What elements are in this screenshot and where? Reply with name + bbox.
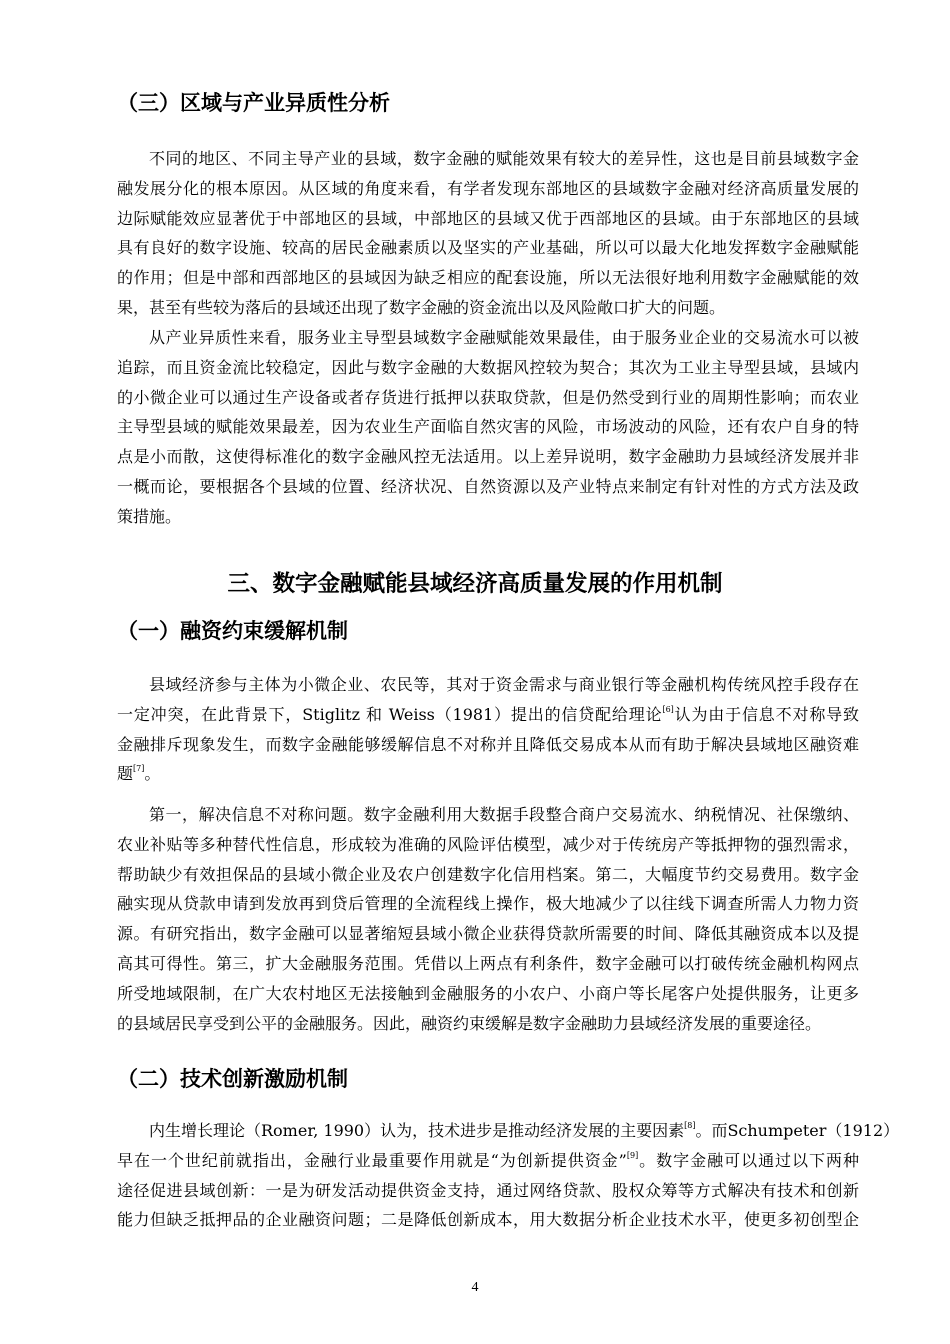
text-segment: 早在一个世纪前就指出，金融行业最重要作用就是“为创新提供资金” [117,1150,627,1170]
text-line: 途径促进县域创新：一是为研发活动提供资金支持，通过网络贷款、股权众筹等方式解决有技术和创新 [117,1180,859,1200]
citation-ref[interactable]: [9] [626,1150,639,1160]
citation-ref[interactable]: [7] [133,764,145,774]
text-line: 从产业异质性来看，服务业主导型县域数字金融赋能效果最佳，由于服务业企业的交易流水可以被 [149,328,859,347]
text-segment: 内生增长理论（Romer, 1990）认为，技术进步是推动经济发展的主要因素 [149,1121,685,1140]
text-line [117,759,859,789]
text-line: 能力但缺乏抵押品的企业融资问题；二是降低创新成本，用大数据分析企业技术水平，使更多初创型企 [117,1210,859,1230]
text-line: 主导型县域的赋能效果最差，因为农业生产面临自然灾害的风险，市场波动的风险，还有农户自身的特 [117,417,859,437]
text-line: 金融排斥现象发生，而数字金融能够缓解信息不对称并且降低交易成本从而有助于解决县域地区融资难 [117,734,859,754]
section-heading-regional-industrial-heterogeneity: （三）区域与产业异质性分析 [117,91,390,115]
text-line: 第一，解决信息不对称问题。数字金融利用大数据手段整合商户交易流水、纳税情况、社保缴纳、 [149,805,859,824]
section-heading-innovation-incentive: （二）技术创新激励机制 [117,1067,348,1091]
text-segment: 。而Schumpeter（1912） [695,1121,900,1140]
text-line: 融实现从贷款申请到发放再到贷后管理的全流程线上操作，极大地减少了以往线下调查所需人力物力资 [117,894,859,914]
text-line: 的作用；但是中部和西部地区的县域因为缺乏相应的配套设施，所以无法很好地利用数字金融赋能的效 [117,268,859,288]
text-segment: 题 [117,764,134,784]
text-line: 点是小而散，这使得标准化的数字金融风控无法适用。以上差异说明，数字金融助力县域经济发展并非 [117,447,859,467]
text-line: 源。有研究指出，数字金融可以显著缩短县域小微企业获得贷款所需要的时间、降低其融资成本以及提 [117,924,859,944]
text-line: 融发展分化的根本原因。从区域的角度来看，有学者发现东部地区的县域数字金融对经济高质量发展的 [117,178,859,198]
text-line: 追踪，而且资金流比较稳定，因此与数字金融的大数据风控较为契合；其次为工业主导型县域，县域内 [117,357,859,377]
text-line: 的小微企业可以通过生产设备或者存货进行抵押以获取贷款，但是仍然受到行业的周期性影响；而农业 [117,387,859,407]
chapter-heading-mechanisms: 三、数字金融赋能县域经济高质量发展的作用机制 [227,571,723,597]
paragraph-endogenous-growth [117,1116,900,1235]
section-heading-financing-constraint: （一）融资约束缓解机制 [117,619,348,643]
paragraph-financing-channels [117,800,859,1038]
text-line: 不同的地区、不同主导产业的县域，数字金融的赋能效果有较大的差异性，这也是目前县域数字金 [149,149,859,168]
text-line: 一概而论，要根据各个县域的位置、经济状况、自然资源以及产业特点来制定有针对性的方式方法及政 [117,476,859,496]
text-segment: 认为由于信息不对称导致 [673,704,859,724]
paragraph-industrial-heterogeneity [117,323,859,532]
paragraph-regional-differences [117,144,859,323]
text-line: 所受地域限制，在广大农村地区无法接触到金融服务的小农户、小商户等长尾客户处提供服务，让更多 [117,983,859,1003]
page-number: 4 [471,1280,479,1295]
text-segment: 一定冲突，在此背景下，Stiglitz 和 Weiss（1981）提出的信贷配给理论 [117,704,663,724]
text-line [117,1116,900,1146]
text-line: 县域经济参与主体为小微企业、农民等，其对于资金需求与商业银行等金融机构传统风控手段存在 [149,675,859,694]
text-line: 具有良好的数字设施、较高的居民金融素质以及坚实的产业基础，所以可以最大化地发挥数字金融赋能 [117,238,859,258]
text-line: 策措施。 [117,506,182,526]
text-line: 的县域居民享受到公平的金融服务。因此，融资约束缓解是数字金融助力县域经济发展的重要途径。 [117,1013,822,1033]
text-line: 果，甚至有些较为落后的县域还出现了数字金融的资金流出以及风险敞口扩大的问题。 [117,297,726,317]
text-line [117,1146,859,1176]
citation-ref[interactable]: [8] [684,1121,696,1130]
text-segment: 。数字金融可以通过以下两种 [638,1150,859,1170]
text-line: 边际赋能效应显著优于中部地区的县域，中部地区的县域又优于西部地区的县域。由于东部地区的县域 [117,208,859,228]
text-line [117,700,859,730]
text-line: 帮助缺少有效担保品的县域小微企业及农户创建数字化信用档案。第二，大幅度节约交易费用。数字金 [117,864,859,884]
text-line: 农业补贴等多种替代性信息，形成较为准确的风险评估模型，减少对于传统房产等抵押物的强烈需求， [117,834,859,854]
text-segment: 。 [144,764,161,784]
text-line: 高其可得性。第三，扩大金融服务范围。凭借以上两点有利条件，数字金融可以打破传统金融机构网点 [117,953,859,973]
citation-ref[interactable]: [6] [662,704,674,714]
paragraph-credit-rationing [117,670,859,789]
